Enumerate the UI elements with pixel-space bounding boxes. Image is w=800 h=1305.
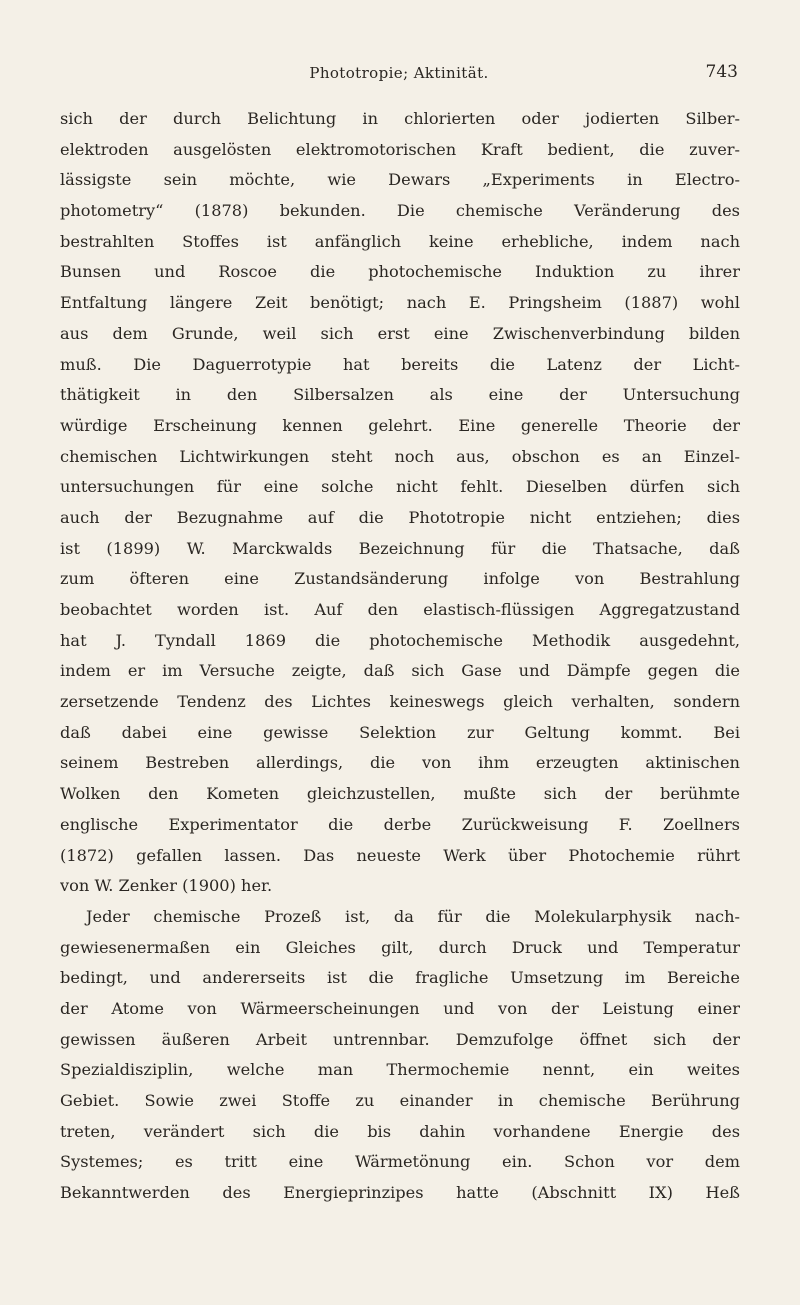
text-line: hat J. Tyndall 1869 die photochemische Methodik ausgedehnt, (60, 630, 740, 650)
text-line: Bekanntwerden des Energieprinzipes hatte (Abschnitt IX) Heß (60, 1183, 740, 1203)
text-line: Wolken den Kometen gleichzustellen, mußte sich der berühmte (60, 784, 740, 804)
text-line: von W. Zenker (1900) her. (60, 876, 273, 896)
text-line: lässigste sein möchte, wie Dewars „Experiments in Electro- (60, 170, 740, 190)
text-line: chemischen Lichtwirkungen steht noch aus, obschon es an Einzel- (60, 446, 740, 466)
text-line: photometry“ (1878) bekunden. Die chemische Veränderung des (60, 201, 740, 221)
text-line: treten, verändert sich die bis dahin vorhandene Energie des (60, 1121, 740, 1141)
text-line: gewissen äußeren Arbeit untrennbar. Demzufolge öffnet sich der (60, 1029, 740, 1049)
text-line: untersuchungen für eine solche nicht fehlt. Dieselben dürfen sich (60, 477, 740, 497)
text-line: aus dem Grunde, weil sich erst eine Zwischenverbindung bilden (60, 323, 740, 343)
running-title: Phototropie; Aktinität. (309, 64, 489, 82)
running-head (60, 60, 738, 86)
text-line: daß dabei eine gewisse Selektion zur Geltung kommt. Bei (60, 722, 740, 742)
text-line: würdige Erscheinung kennen gelehrt. Eine generelle Theorie der (60, 415, 740, 435)
text-line: auch der Bezugnahme auf die Phototropie nicht entziehen; dies (60, 507, 740, 527)
text-line: Entfaltung längere Zeit benötigt; nach E. Pringsheim (1887) wohl (60, 293, 740, 313)
text-line: thätigkeit in den Silbersalzen als eine der Untersuchung (60, 385, 740, 405)
text-line: muß. Die Daguerrotypie hat bereits die Latenz der Licht- (60, 354, 740, 374)
text-line: zersetzende Tendenz des Lichtes keineswegs gleich verhalten, sondern (60, 692, 740, 712)
text-line: gewiesenermaßen ein Gleiches gilt, durch Druck und Temperatur (60, 937, 740, 957)
text-line: zum öfteren eine Zustandsänderung infolge von Bestrahlung (60, 569, 740, 589)
text-line: Jeder chemische Prozeß ist, da für die Molekularphysik nach- (86, 906, 740, 926)
text-line: ist (1899) W. Marckwalds Bezeichnung für die Thatsache, daß (60, 538, 740, 558)
text-line: Bunsen und Roscoe die photochemische Induktion zu ihrer (60, 262, 740, 282)
text-line: sich der durch Belichtung in chlorierten oder jodierten Silber- (60, 109, 740, 128)
text-line: bedingt, und andererseits ist die fragliche Umsetzung im Bereiche (60, 968, 740, 988)
text-line: seinem Bestreben allerdings, die von ihm erzeugten aktinischen (60, 753, 740, 773)
text-line: Spezialdisziplin, welche man Thermochemie nennt, ein weites (60, 1060, 740, 1080)
text-line: Systemes; es tritt eine Wärmetönung ein. Schon vor dem (60, 1152, 740, 1172)
text-line: beobachtet worden ist. Auf den elastisch-flüssigen Aggregatzustand (60, 600, 740, 619)
text-line: der Atome von Wärmeerscheinungen und von der Leistung einer (60, 998, 740, 1018)
page-number: 743 (705, 62, 738, 82)
body-text (60, 104, 740, 1209)
text-line: englische Experimentator die derbe Zurückweisung F. Zoellners (60, 814, 740, 834)
text-line: Gebiet. Sowie zwei Stoffe zu einander in chemische Berührung (60, 1091, 740, 1110)
text-line: (1872) gefallen lassen. Das neueste Werk über Photochemie rührt (60, 845, 740, 865)
text-line: bestrahlten Stoffes ist anfänglich keine erhebliche, indem nach (60, 231, 740, 251)
text-line: indem er im Versuche zeigte, daß sich Gase und Dämpfe gegen die (60, 661, 740, 681)
text-line: elektroden ausgelösten elektromotorischen Kraft bedient, die zuver- (60, 139, 740, 159)
